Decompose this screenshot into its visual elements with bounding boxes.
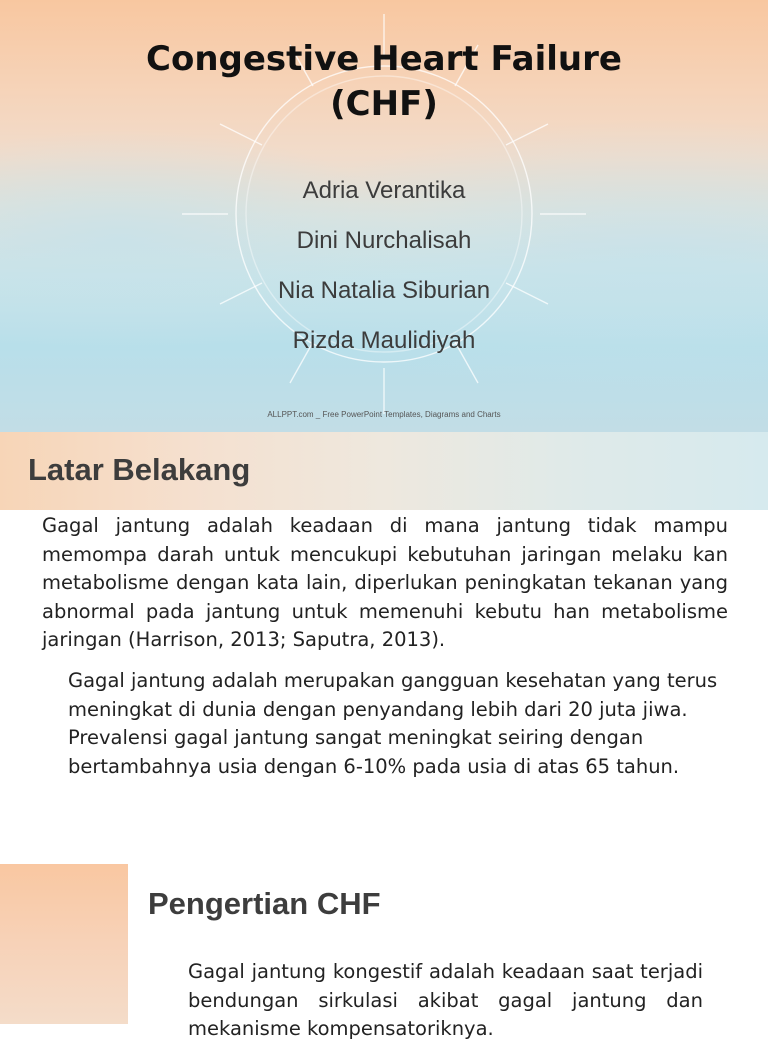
slide-title-line2: (CHF) <box>330 84 438 124</box>
author-name: Nia Natalia Siburian <box>277 277 491 304</box>
background-slide <box>0 432 768 864</box>
section-heading: Latar Belakang <box>28 452 251 487</box>
title-slide <box>0 0 768 432</box>
body-paragraph: Gagal jantung kongestif adalah keadaan saat terjadi bendungan sirkulasi akibat gagal jantung dan mekanisme kompensatoriknya. <box>188 960 703 1041</box>
side-accent-panel <box>0 864 128 1024</box>
template-credit: ALLPPT.com _ Free PowerPoint Templates, Diagrams and Charts <box>267 410 501 419</box>
slide-title-line1: Congestive Heart Failure <box>146 39 622 79</box>
author-name: Dini Nurchalisah <box>296 227 472 254</box>
body-paragraph: Gagal jantung adalah keadaan di mana jantung tidak mampu memompa darah untuk mencukupi kebutuhan jaringan melaku kan metabolisme dengan kata lain, diperlukan peningkatan tekanan yang abnormal pada jantung untuk memenuhi kebutu han metabolisme jaringan (Harrison, 2013; Saputra, 2013). <box>42 514 728 652</box>
author-name: Rizda Maulidiyah <box>292 327 476 354</box>
body-paragraph: Gagal jantung adalah merupakan gangguan kesehatan yang terus meningkat di dunia dengan penyandang lebih dari 20 juta jiwa. Prevalensi gagal jantung sangat meningkat seiring dengan bertambahnya usia dengan 6-10% pada usia di atas 65 tahun. <box>68 669 718 778</box>
definition-slide <box>0 864 768 1041</box>
author-list <box>0 166 768 366</box>
section-heading: Pengertian CHF <box>148 886 381 921</box>
author-name: Adria Verantika <box>302 177 466 204</box>
